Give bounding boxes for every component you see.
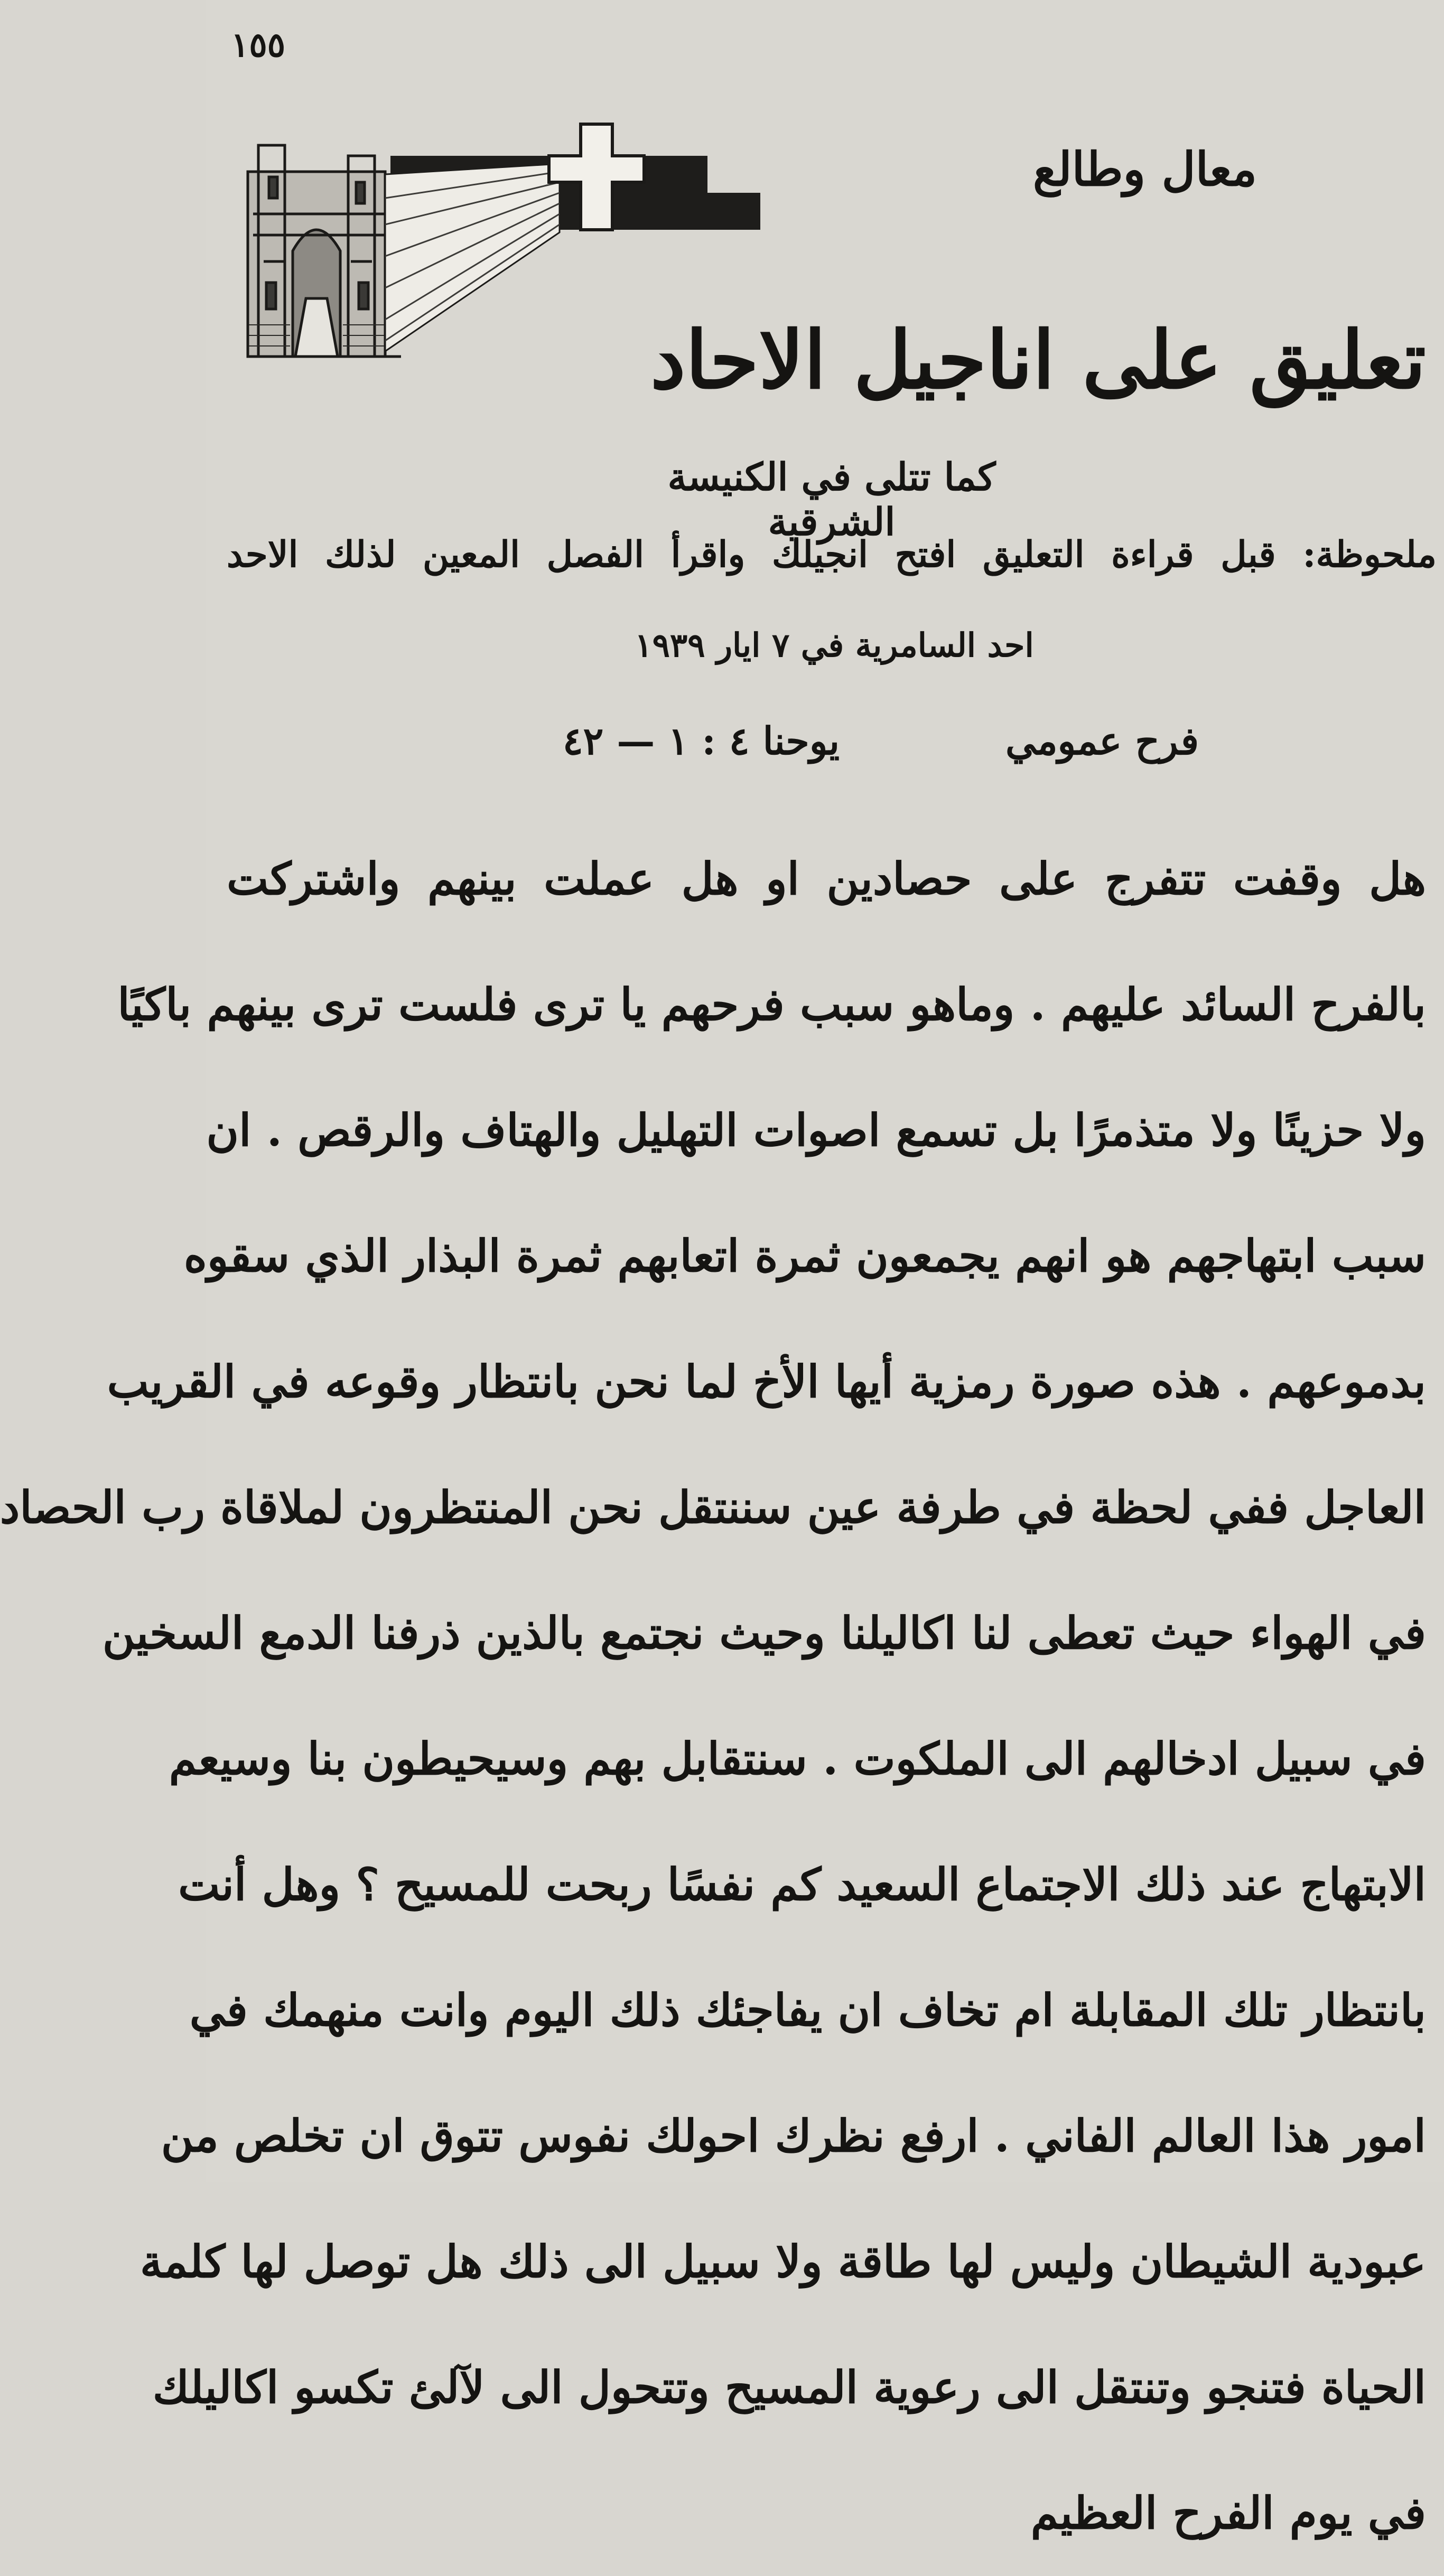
body-line: في سبيل ادخالهم الى الملكوت . سنتقابل بهم وسيحيطون بنا وسيعم <box>169 1732 1426 1785</box>
body-line: العاجل ففي لحظة في طرفة عين سننتقل نحن المنتظرون لملاقاة رب الحصاد <box>0 1481 1426 1533</box>
date-line: احد السامرية في ٧ ايار ١٩٣٩ <box>635 626 1034 664</box>
body-line: امور هذا العالم الفاني . ارفع نظرك احولك نفوس تتوق ان تخلص من <box>161 2110 1426 2162</box>
body-line: في الهواء حيث تعطى لنا اكاليلنا وحيث نجتمع بالذين ذرفنا الدمع السخين <box>102 1607 1426 1659</box>
section-label: معال وطالع <box>1033 142 1257 196</box>
body-line: بانتظار تلك المقابلة ام تخاف ان يفاجئك ذلك اليوم وانت منهمك في <box>189 1984 1426 2036</box>
lesson-title: فرح عمومي <box>1005 718 1199 763</box>
body-line: ولا حزينًا ولا متذمرًا بل تسمع اصوات التهليل والهتاف والرقص . ان <box>206 1104 1426 1156</box>
body-line: هل وقفت تتفرج على حصادين او هل عملت بينهم واشتركت <box>227 853 1426 905</box>
body-line: عبودية الشيطان وليس لها طاقة ولا سبيل الى ذلك هل توصل لها كلمة <box>140 2235 1426 2288</box>
body-line: في يوم الفرح العظيم <box>1030 2487 1426 2539</box>
page-title: تعليق على اناجيل الاحاد <box>650 314 1426 407</box>
reading-note: ملحوظة: قبل قراءة التعليق افتح انجيلك واقرأ الفصل المعين لذلك الاحد <box>227 533 1437 576</box>
page-number: ١٥٥ <box>231 25 286 65</box>
body-line: بدموعهم . هذه صورة رمزية أيها الأخ لما نحن بانتظار وقوعه في القريب <box>107 1355 1426 1408</box>
scripture-reference: يوحنا ٤ : ١ — ٤٢ <box>562 718 840 763</box>
body-line: الابتهاج عند ذلك الاجتماع السعيد كم نفسًا ربحت للمسيح ؟ وهل أنت <box>178 1858 1426 1910</box>
body-line: سبب ابتهاجهم هو انهم يجمعون ثمرة اتعابهم ثمرة البذار الذي سقوه <box>183 1230 1426 1282</box>
body-line: الحياة فتنجو وتنتقل الى رعوية المسيح وتتحول الى لآلئ تكسو اكاليلك <box>152 2361 1426 2413</box>
body-text <box>0 816 1426 2576</box>
body-line: بالفرح السائد عليهم . وماهو سبب فرحهم يا ترى فلست ترى بينهم باكيًا <box>117 978 1426 1031</box>
subtitle: كما تتلى في الكنيسة الشرقية <box>667 454 996 544</box>
